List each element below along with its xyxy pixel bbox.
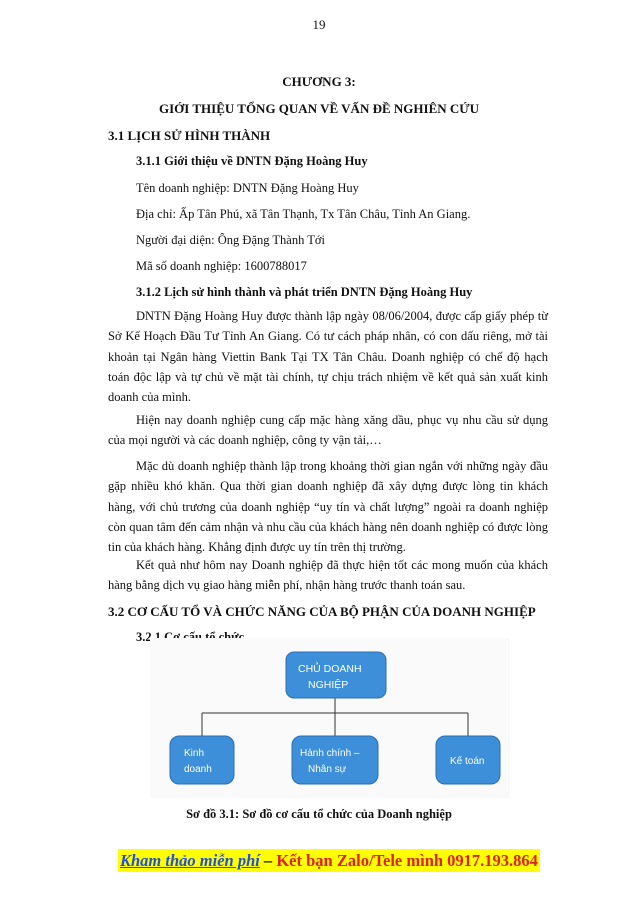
org-box-admin-hr-line1: Hành chính – [300,748,360,759]
org-chart [150,638,510,798]
org-box-sales [170,736,234,784]
section-3-2-1-heading: 3.2.1 Cơ cấu tổ chức [136,630,245,644]
footer-free-link[interactable]: Kham thảo miễn phí [120,851,260,870]
page-number: 19 [312,17,326,32]
org-box-sales-line2: doanh [184,764,212,775]
section-3-1-2-heading: 3.1.2 Lịch sử hình thành và phát triển DNTN Đặng Hoàng Huy [136,285,473,299]
section-3-1-1-heading: 3.1.1 Giới thiệu về DNTN Đặng Hoàng Huy [136,154,368,168]
footer-dash: – [259,851,277,870]
org-box-sales-line1: Kinh [184,748,205,759]
company-name-line: Tên doanh nghiệp: DNTN Đặng Hoàng Huy [136,181,359,195]
org-box-accounting [436,736,500,784]
figure-caption: Sơ đồ 3.1: Sơ đồ cơ cấu tổ chức của Doanh nghiệp [186,807,452,821]
chapter-label: CHƯƠNG 3: [282,74,356,89]
paragraph-reputation: Mặc dù doanh nghiệp thành lập trong khoảng thời gian ngắn với những ngày đầu gặp nhiều khó khăn. Qua thời gian doanh nghiệp đã xây dựng được lòng tin khách hàng, với chủ trương của doanh nghiệp “uy tín và chất lượng” ngoài ra doanh nghiệp còn quan tâm đến cảm nhận và nhu cầu của khách hàng nên doanh nghiệp có được lòng tin của khách hàng. Khẳng định được uy tín trên thị trường. [108,459,548,555]
paragraph-history: DNTN Đặng Hoàng Huy được thành lập ngày 08/06/2004, được cấp giấy phép từ Sở Kế Hoạch Đầu Tư Tỉnh An Giang. Có tư cách pháp nhân, có con dấu riêng, mở tài khoản tại Ngân hàng Viettin Bank Tại TX Tân Châu. Doanh nghiệp có chế độ hạch toán độc lập và tự chủ về mặt tài chính, tự chịu trách nhiệm về kết quả sản xuất kinh doanh của mình. [108,309,548,405]
representative-line: Người đại diện: Ông Đặng Thành Tới [136,233,325,247]
section-3-1-heading: 3.1 LỊCH SỬ HÌNH THÀNH [108,128,271,143]
business-code-line: Mã số doanh nghiệp: 1600788017 [136,259,307,273]
org-box-owner [286,652,386,698]
org-box-admin-hr-line2: Nhân sự [308,764,347,775]
org-box-owner-line2: NGHIỆP [308,679,349,691]
section-3-2-heading: 3.2 CƠ CẤU TỔ VÀ CHỨC NĂNG CỦA BỘ PHẬN CỦA DOANH NGHIỆP [108,604,536,619]
address-line: Địa chỉ: Ấp Tân Phú, xã Tân Thạnh, Tx Tân Châu, Tỉnh An Giang. [136,207,471,221]
chapter-title: GIỚI THIỆU TỔNG QUAN VỀ VẤN ĐỀ NGHIÊN CỨU [159,101,479,116]
footer-contact: Kết bạn Zalo/Tele mình 0917.193.864 [276,851,538,870]
paragraph-results: Kết quả như hôm nay Doanh nghiệp đã thực hiện tốt các mong muốn của khách hàng bằng dịch vụ giao hàng miễn phí, nhận hàng trước thanh toán sau. [108,558,548,593]
footer-banner [118,849,540,872]
org-chart-connectors [202,698,468,736]
paragraph-products: Hiện nay doanh nghiệp cung cấp mặc hàng xăng dầu, phục vụ nhu cầu sử dụng của mọi người và các doanh nghiệp, công ty vận tải,… [108,413,548,448]
org-box-owner-line1: CHỦ DOANH [298,663,362,675]
org-box-admin-hr [292,736,378,784]
org-box-accounting-label: Kế toán [450,756,485,767]
